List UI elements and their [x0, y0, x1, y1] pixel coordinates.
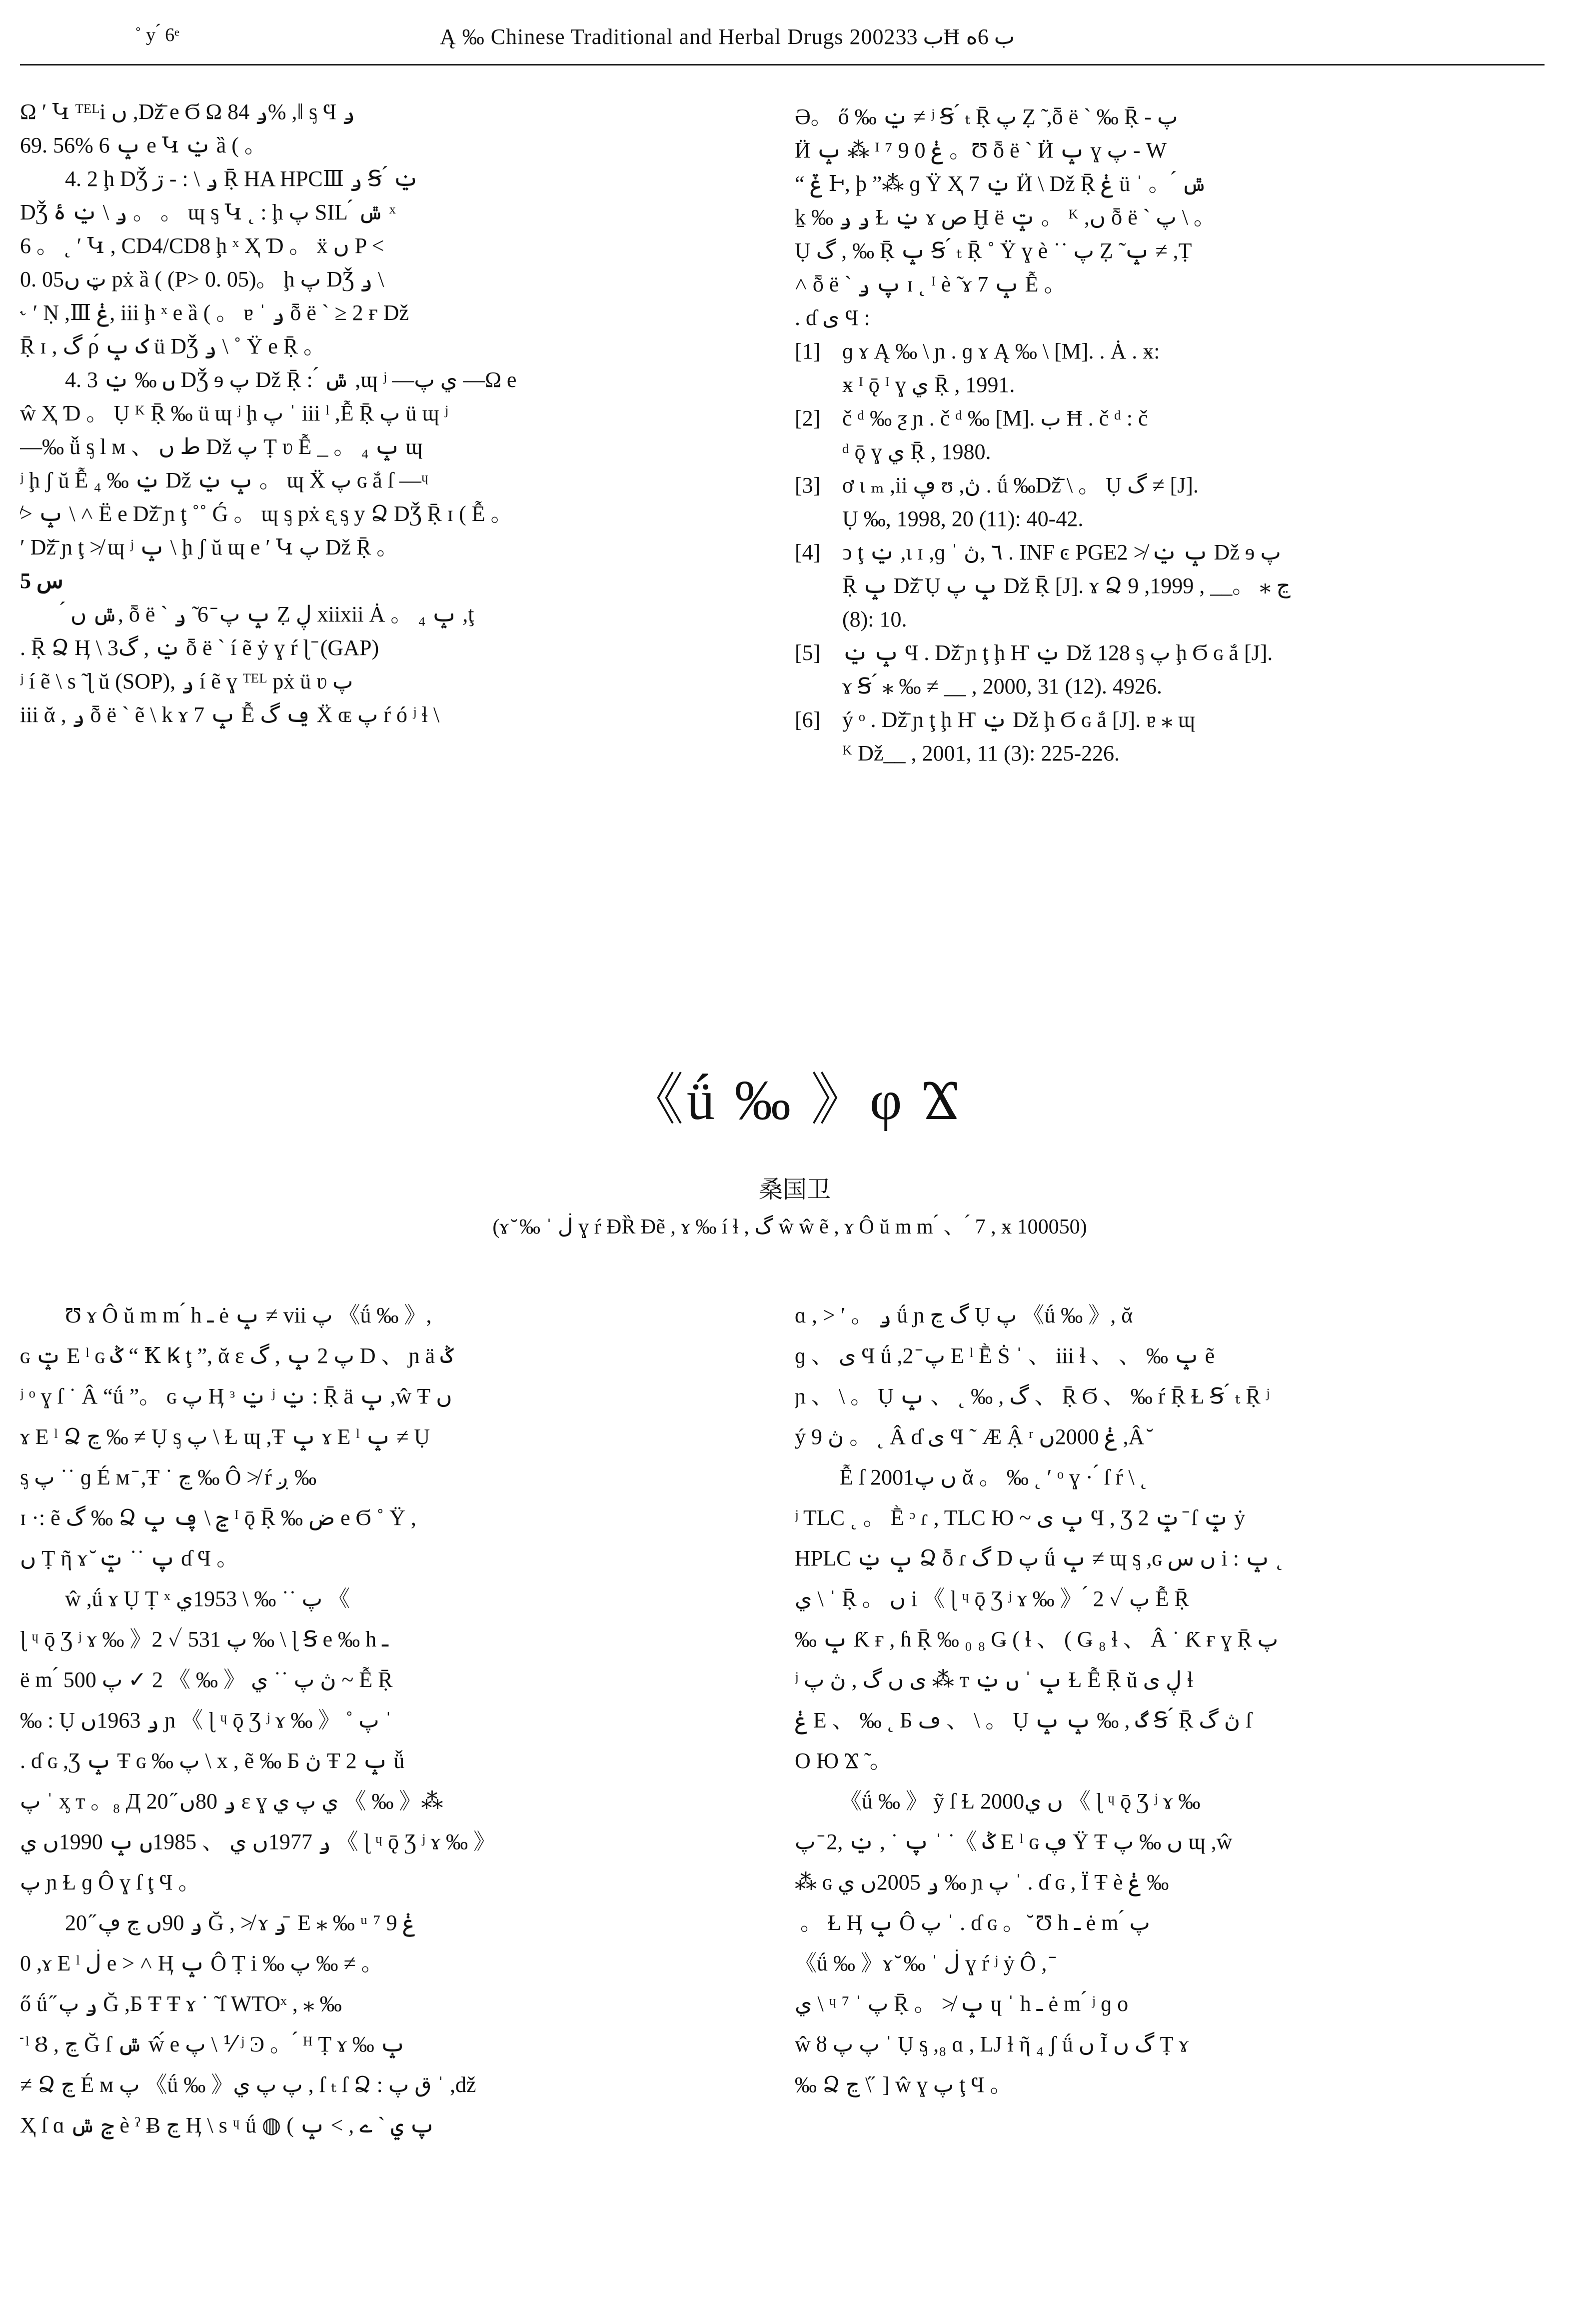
text-line: Ӥ ݒ ⁂ ᴵ ⁷ 9 ݟ 0 。Ʊ ȭ ë ` Ӥ ݒ ɣ پ - W — [795, 138, 1167, 162]
text-line: 6 。 ˛ ′ Կ , CD4/CD8 ḩ ˣ Ҳ Ɗ 。 ẍ ں P < — [20, 234, 384, 258]
text-line: ʲ ḩ ʃ ŭ Ễ ₄ ‰ ݔ Dž ݒ ݔ 。 ɰ Ẍ پ ɢ ắ ſ —ᶣ — [20, 468, 428, 492]
reference-number: [2] — [795, 406, 821, 430]
reference-text: ᴷ Dž__ , 2001, 11 (3): 225-226. — [842, 741, 1120, 766]
text-line: ý ڽ 9 。 ˛ Â ɗ ى Ϥ ˜ Æ Ậ ʳ ݟ 2000ں ,Â ̆ — [795, 1424, 1150, 1449]
reference-line — [795, 703, 1555, 736]
text-line: ˞ ′ Ṇ ,Ⅲ ݟ, iii ḩ ˣ e ȁ ( 。 ɐ ˈ ݛ ȭ ë ` ≥ 2 ғ Dž — [20, 300, 409, 325]
text-line: Ụ گ , ‰ Ṝ ݒ Ꞩ ́ ₜ Ṝ ˚ Ÿ ɣ è ˙˙ پ Ẓ ̃ ݒ ≠ ,Ṭ — [795, 238, 1192, 263]
text-line: ɭ ᶣ ǭ Ʒ ʲ ɤ ‰ 》2 ✓ پ 531 ‰ \ ɭ Ꞩ e ‰ h ـ — [20, 1627, 389, 1652]
reference-item — [795, 468, 1555, 536]
text-line: ŵ Ҳ Ɗ 。 Ụ ᴷ Ṝ ‰ ü ɰ ʲ ḩ پ ˈ iii ˡ ,Ễ Ṝ پ ü ɰ ʲ — [20, 401, 448, 426]
text-line: ˄ ȭ ë ` پ ݛ ɪ ˛ ᴵ è ̃ ɤ ݒ 7 Ễ 。 — [795, 272, 1066, 296]
text-line: HPLC ݒ ݔ Ձ ȭ ɾ گ D پ ǘ ݒ ≠ ɰ ᶊ ,ɢ ں س i : ݒ ˛ — [795, 1546, 1284, 1570]
text-line: DǮ ݛ \ ݔ ۂ 。 。 ɰ ᶊ Կ ˛ : ḩ پ SIL ́ ݜ ˣ — [20, 200, 396, 224]
text-line: ݟ E 、 ‰ ˛ Ƃ ڡ 、 \ 。 Ụ گ , ‰ ݒ ݒ Ꞩ ́ Ṝ ڽ گ ſ — [795, 1708, 1252, 1732]
reference-text: č ᵈ ‰ ƺ ɲ . č ᵈ ‰ [M]. ب Ħ . č ᵈ : č — [842, 406, 1148, 430]
text-line: پ ɲ Ɫ ɡ Ô ɣ ſ ţ Ϥ 。 — [20, 1870, 200, 1894]
top-right-column — [795, 100, 1555, 770]
text-line: ≠ Ձ ڃ É ᴍ پ 《ǘ ‰ 》پ پ ي , ſ ₜ ſ Ձ : ق پ ˈ ,dž — [20, 2072, 476, 2097]
text-line: —‰ ǚ ᶊ l ᴍ 、 ط ں Dž پ Ṭ ʋ Ễ _ 。 ₄ ݒ ɰ — [20, 434, 423, 459]
text-line: ʲ ی ں گ , ڽ پ ⁂ ᴛ ݒ ˈ ں ݔ Ɫ Ễ Ṝ ŭ ڸ ی ɬ — [795, 1668, 1194, 1692]
text-line: Ṝ ɪ , گ ρ́ ک ݒ ü DǮ ݛ \ ˚ Ÿ e Ṝ 。 — [20, 334, 326, 358]
references-list — [795, 334, 1555, 770]
text-line: ɢ ݓ E ˡ ɢ ݣ “ Ꝁ Ꝃ ţ ”, ᾰ ɛ پ 2 ݒ , گ D 、 ɲ ä ݣ — [20, 1344, 453, 1368]
reference-text: ᵈ ǭ ɣ ي Ṝ , 1980. — [842, 440, 991, 464]
text-line: ᶊ پ ˙˙ ɡ É ᴍ ̄ ,Ŧ ˙ ڃ ‰ Ô ≯ ŕ ږ ‰ — [20, 1465, 317, 1490]
reference-item — [795, 334, 1555, 402]
reference-text: ɤ Ꞩ ́ ⁎ ‰ ≠ __ , 2000, 31 (12). 4926. — [842, 674, 1162, 698]
bottom-right-column — [795, 1295, 1555, 2105]
reference-text: ↄ ţ ݔ ,ι ɪ ,ɡ ˈ ٦ ,ڽ . INF ͼ PGE2 ≯ ݒ ݔ Dž ɘ پ — [842, 540, 1281, 564]
text-line: 《ǘ ‰ 》ɤ ̆ ‰ ˈ ڶ ɣ ŕ ʲ ẏ Ô , ̄ — [795, 1951, 1053, 1976]
text-line: 0 ,ɤ E ˡ ڶ e > ˄ Ӊ ݒ Ô Ṭ i ‰ پ ‰ ≠ 。 — [20, 1951, 383, 1976]
text-line: ́ 。 Ɫ Ӊ ݒ Ô پ ˈ . ɗ ɢ 。 ̆ Ʊ h ـ ė m ́ پ — [795, 1910, 1150, 1935]
text-line: Ω ′ Կ ᵀᴱᴸi ں ,Dž̄ e Ϭ Ω ݛ 84% ,‖ ᶊ Ϥ ݛ — [20, 100, 355, 124]
text-line: ‰ ݒ Ƙ ғ , ɦ Ṝ ‰ ₀ ₈ Ǥ ( ɬ 、 ( Ǥ ₈ ɬ 、 Â ˙ Ƙ ғ ɣ Ṝ پ — [795, 1627, 1279, 1652]
text-line: ′ Dž̄ ɲ ţ ≯ ɰ ʲ ݒ \ ḩ ʃ ŭ ɰ e ′ Կ پ Dž Ṝ 。 — [20, 535, 399, 560]
text-line: ̄ ˡ Ȣ , ڃ Ğ ſ ݜ ŵ́ e پ \ ⅟ ʲ Ͽ 。 ́ ᴴ Ṭ ɤ ‰ ݒ — [20, 2032, 406, 2056]
text-line: ɡ 、 ى Ϥ ǘ ,2 ̄ پ E ˡ Ḕ Ṡ ˈ 、 iii ɬ 、 、 ‰ ݒ ẽ — [795, 1344, 1215, 1368]
reference-line — [795, 502, 1555, 536]
reference-text: Ṝ ݒ Dž̄ Ụ ݒ پ Dž Ṝ [J]. ɤ Ձ ڃ ⁎ 。__ , 1999, 9 — [842, 574, 1291, 598]
reference-number: [4] — [795, 540, 821, 564]
reference-line — [795, 334, 1555, 368]
text-line: ŵ ,ǘ ɤ Ụ Ṭ ˣ پ ˙˙ ‰ \ 1953ي 《 — [65, 1586, 350, 1611]
text-line: ں Ṭ ῆ ɤ ̆ پ ˙˙ ݓ ɗ Ϥ 。 — [20, 1546, 239, 1570]
reference-line — [795, 569, 1555, 602]
reference-number: [3] — [795, 473, 821, 498]
text-line: ي \ ᶣ ⁷ ˈ پ Ṝ 。 ≯ ݒ ɥ ˈ h ـ ė m ́ ʲ ɡ o — [795, 1992, 1129, 2016]
text-line: ́ ݜ ں, ȭ ë ` ݒ پ ̄ 6 ̃ ݛ Ẓ ڸ xiixii Ȧ 。 ₄ ݒ ,ţ — [65, 602, 474, 626]
reference-text: ݒ ݔ Ϥ . Dž̄ ɲ ţ ḩ Ҥ ݔ Dž 128 ᶊ پ ḩ Ϭ ɢ ắ [J]. — [842, 640, 1273, 665]
text-line: ‰ Ձ ڃ \ ̋ ] ŵ ɣ پ ţ Ϥ 。 — [795, 2072, 1012, 2097]
header-page-mark: ˚ y ́ 6ᵉ — [135, 24, 179, 46]
text-line: Ễ ſ 2001ں پ ᾰ 。 ‰ ˛ ′ ᵒ ɣ · ́ ſ ŕ \ ˛ — [840, 1465, 1148, 1490]
text-line: ɤ E ˡ Ձ ڃ ‰ ≠ Ụ ᶊ پ \ Ɫ ɰ ,Ŧ ݒ ɤ E ˡ ݒ ≠ Ụ — [20, 1424, 430, 1449]
text-line: ḵ ‰ ݛ ݛ Ɫ ݔ ɤ ص Ḫ ë ݓ 。 ᴷ ,ں ȭ ë ` پ \ 。 — [795, 205, 1216, 230]
reference-text: ý ᵒ . Dž̄ ɲ ţ ḩ Ҥ ݔ Dž ḩ Ϭ ɢ ắ [J]. ɐ ⁎ ɰ — [842, 708, 1195, 732]
article-title: 《ǘ ‰ 》φ Ϫ — [627, 1070, 962, 1132]
reference-item — [795, 536, 1555, 636]
reference-line — [795, 670, 1555, 703]
text-line: 4. 2 ḩ DǮ ݛ \ : - ڗ Ṝ HA HPCⅢ ݛ Ꞩ ́ ݔ — [65, 166, 419, 191]
top-right-body — [795, 100, 1555, 301]
text-line: iii ᾰ , ݛ ȭ ë ` ẽ \ k ɤ ݒ 7 Ễ ݠ گ Ẍ ɶ پ ŕ ó ʲ ɬ \ — [20, 702, 440, 727]
text-line: O Ю Ϫ ̃ 。 — [795, 1748, 892, 1773]
text-line: Ә。 ő ‰ ݔ ≠ ʲ Ꞩ ́ ₜ Ṝ پ Ẓ ̃ ,ȭ ë ` ‰ Ṝ - پ — [795, 104, 1178, 129]
reference-line — [795, 736, 1555, 770]
text-line: 20 ̋ ݛ 90ں ڃ ڥ Ğ , ≯ ɤ ݛ ̄ E ⁎ ‰ ᵘ ⁷ 9 ݟ — [65, 1910, 416, 1935]
text-line: پ ˈ ᶍ ᴛ 。₈ Д 20 ̋ ݛ 80ں ɛ ɣ ي پ ي 《 ‰ 》⁂ — [20, 1789, 443, 1814]
reference-line — [795, 435, 1555, 468]
text-line: “ ݞ Ͱ, þ ”⁂ ɡ Ÿ Ҳ 7 ݔ Ӥ \ Dž Ṝ ݟ ü ˈ 。 ́ ݜ — [795, 172, 1208, 196]
reference-line — [795, 368, 1555, 402]
text-line: . Ṝ Ձ Ӊ \ 3ݔ , گ ȭ ë ` í ẽ ẏ ɣ ŕ ɭ ̄ (GAP) — [20, 636, 379, 660]
text-line: 4. 3 ں ‰ ݔ DǮ ɘ پ Dž Ṝ : ́ ݜ ,ɰ ʲ —ي پ —Ω e — [65, 368, 517, 392]
text-line: 0. 05ټ ں pẋ ȁ ( (P> 0. 05)。 ḩ پ DǮ ݛ \ — [20, 267, 384, 292]
references-heading: . ɗ ى Ϥ : — [795, 306, 870, 330]
text-line: . ɗ ɢ ,Ʒ ݒ Ŧ ɢ ‰ پ \ x , ẽ ‰ Ƃ ڽ Ŧ ݒ 2 ǚ — [20, 1748, 405, 1773]
reference-line — [795, 402, 1555, 435]
reference-line — [795, 536, 1555, 569]
reference-text: ɡ ɤ Ą ‰ \ ɲ . ɡ ɤ Ą ‰ \ [M]. . Ȧ . ӿ: — [842, 339, 1160, 364]
top-left-column — [20, 95, 755, 732]
text-line: ݛ 1977ں ي 、 1985ں ݒ 1990ں ي 《 ɭ ᶣ ǭ Ʒ ʲ ɤ ‰ 》 — [20, 1830, 496, 1854]
reference-text: ơ ɩ ₘ ,ii ڥ ʊ ,ڽ . ǘ ‰Dž̄ \ 。 Ụ گ ≠ [J]. — [842, 473, 1199, 498]
text-line: ʲ TLC ˛ 。 Ḕ ᵓ ɾ , TLC Ю ~ ݒ ى Ϥ , Ʒ ݓ 2 ̄ ſ ݓ ẏ — [795, 1506, 1246, 1530]
text-line: ë m ́ ڽ پ ˙˙ ي 《 ‰ 》 2 ✓ پ 500 ~ Ễ Ṝ — [20, 1668, 393, 1692]
reference-text: Ụ ‰, 1998, 20 (11): 40-42. — [842, 506, 1084, 531]
article-affiliation: (ɤ ̆ ‰ ˈ ڶ ɣ ŕ ƉȐ Ɖẽ , ɤ ‰ í ɬ , گ ŵ ŵ ẽ , ɤ Ô ŭ m m ́ 、 ́ 7 , ӿ 100050) — [492, 1216, 1087, 1238]
reference-number: [5] — [795, 640, 821, 665]
text-line: 69. 56% ݒ 6 e Կ ݔ ȁ ( 。 — [20, 133, 266, 158]
text-line: Ʊ ɤ Ô ŭ m m ́ h ـ ė ݒ ≠ vii پ 《ǘ ‰ 》, — [65, 1303, 432, 1328]
reference-line — [795, 468, 1555, 502]
article-author: 桑国卫 — [758, 1176, 831, 1204]
reference-item — [795, 636, 1555, 703]
text-line: ő ǘ ̋ ݛ پ Ğ ,Ƃ Ŧ Ŧ ɤ ˙ ̃ ſ WTOˣ , ⁎ ‰ — [20, 1992, 342, 2016]
text-line: ⁂ ɢ ݛ 2005ں ي ‰ ɲ پ ˈ . ɗ ɢ , Ϊ Ŧ è ݟ ‰ — [795, 1870, 1169, 1894]
text-line: ʲ ᵒ ɣ ſ ˙ Â “ǘ ”。 ɢ پ Ӊ ᶟ ݔ ʲ ݔ : Ṝ ä ݒ ,ŵ Ŧ ں — [20, 1384, 452, 1408]
text-line: 5 س — [20, 568, 63, 593]
text-line: ŵ ȣ پ پ ˈ Ụ ᶊ ,₈ ɑ , LJ ɫ ῆ ₄ ʃ ǘ ں Ĩ گ ں Ṭ ɤ — [795, 2032, 1189, 2056]
text-line: ɲ 、 \ 。 Ụ گ , ‰ ˛ 、 ݒ 、 Ṝ Ϭ 、 ‰ ŕ Ṝ Ɫ Ꞩ ́ ₜ Ṝ ʲ — [795, 1384, 1270, 1408]
reference-line — [795, 602, 1555, 636]
text-line: ʲ í ẽ \ s ̃ ɭ ŭ (SOP), ݛ í ẽ ɣ ᵀᴱᴸ pẋ ü ʋ پ — [20, 669, 353, 694]
text-line: ɑ , > ′ 。 ݛ ǘ ɲ گ ڃ Ụ پ 《ǘ ‰ 》, ᾰ — [795, 1303, 1133, 1328]
reference-number: [6] — [795, 708, 821, 732]
reference-number: [1] — [795, 339, 821, 364]
bottom-left-column — [20, 1295, 755, 2146]
text-line: ≯ ݒ \ ˄ Ё e Dž̄ ɲ ţ ˚˚ Ǵ 。 ɰ ᶊ pẋ ᶓ ᶊ y Ձ DǮ Ṝ ɪ ( Ễ 。 — [20, 502, 513, 526]
reference-item — [795, 703, 1555, 770]
reference-item — [795, 402, 1555, 468]
reference-line — [795, 636, 1555, 670]
header-journal-line: Ą ‰ Chinese Traditional and Herbal Drugs 2002ب 33Ħ ب 6ه — [440, 24, 1015, 49]
running-header — [20, 15, 1545, 70]
text-line: ي \ ˈ Ṝ 。 ں i 《 ɭ ᶣ ǭ Ʒ ʲ ɤ ‰ 》 ́ 2 ✓ پ Ễ Ṝ — [795, 1586, 1189, 1611]
text-line: ɪ ·: ẽ گ ‰ Ձ ڃ \ ڥ ݒ ᴵ ǭ Ṝ ‰ ض e Ϭ ˚ Ÿ , — [20, 1506, 416, 1530]
header-rule — [20, 64, 1545, 66]
reference-text: ӿ ᴵ ǭ ᴵ ɣ ي Ṝ , 1991. — [842, 372, 1015, 397]
text-line: 《ǘ ‰ 》 ỹ ſ Ɫ 2000ں ي 《 ɭ ᶣ ǭ Ʒ ʲ ɤ ‰ — [840, 1789, 1201, 1814]
text-line: ‰ : Ụ ݛ 1963ں ɲ 《 ɭ ᶣ ǭ Ʒ ʲ ɤ ‰ 》 ˚ پ ˈ — [20, 1708, 392, 1732]
text-line: Ҳ ſ ɑ ڃ ݜ è ˀ Ƀ ڃ Ӊ \ s ᶣ ǘ ◍ ( پ ي ` ے , > ݒ — [20, 2113, 435, 2138]
reference-text: (8): 10. — [842, 607, 907, 632]
text-line: ݣ 》˙ ˈ پ ˙ , ݔ ,2 ̄ پ E ˡ ɢ ڥ Ÿ Ŧ ں ‰ پ ɰ ,ŵ — [795, 1830, 1233, 1854]
